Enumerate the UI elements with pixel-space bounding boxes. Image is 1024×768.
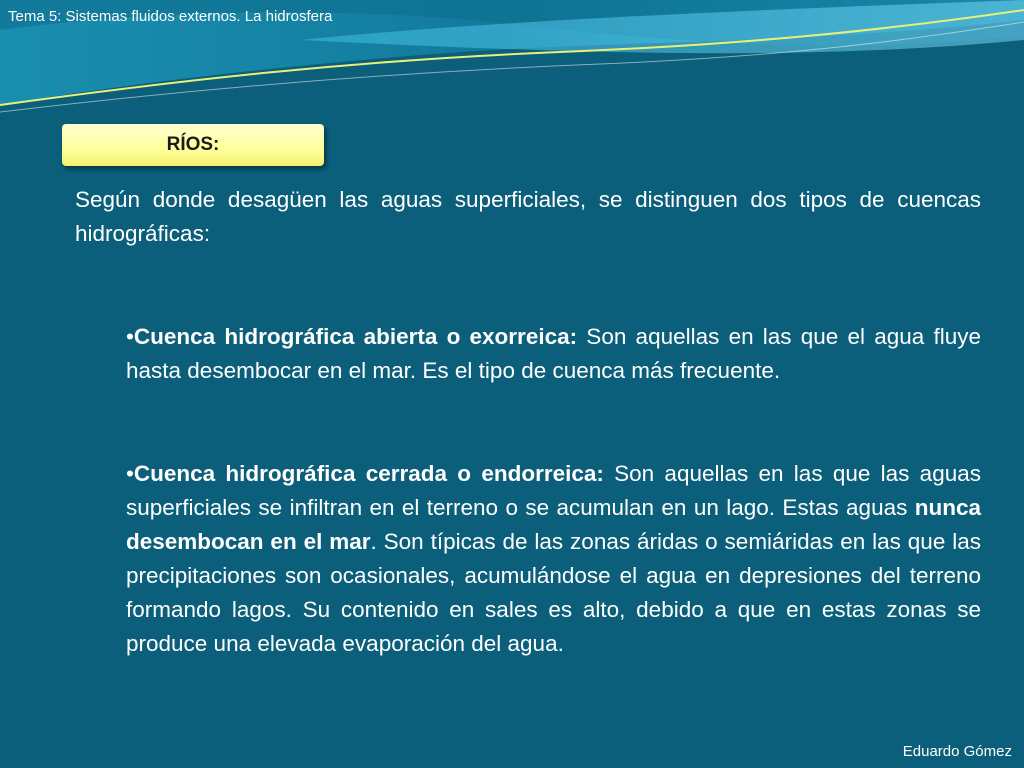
bullet-text-end: . Son típicas de las zonas áridas o semiáridas en las que las precipitaciones son ocasionales, acumulándose el agua en depresiones del terreno formando lagos. Su contenido en sales es alto, debido a que en estas zonas se produce una elevada evaporación del agua. [126, 529, 981, 656]
author-footer: Eduardo Gómez [902, 743, 1012, 760]
bullet-term: Cuenca hidrográfica cerrada o endorreica: [133, 461, 604, 486]
presentation-title: Tema 5: Sistemas fluidos externos. La hidrosfera [8, 8, 333, 25]
bullet-closed-basin [126, 457, 981, 661]
bullet-open-basin [126, 320, 981, 388]
section-tag-label: RÍOS: [166, 134, 220, 155]
bullet-term: Cuenca hidrográfica abierta o exorreica: [133, 324, 578, 349]
intro-paragraph: Según donde desagüen las aguas superficiales, se distinguen dos tipos de cuencas hidrográficas: [75, 187, 981, 246]
bullet-emphasis: nunca desembocan en el mar [126, 495, 981, 554]
bullet-marker: • [126, 324, 134, 349]
bullet-text: Son aquellas en las que el agua fluye hasta desembocar en el mar. Es el tipo de cuenca más frecuente. [126, 324, 982, 383]
bullet-marker: • [126, 461, 134, 486]
section-tag [62, 124, 324, 166]
bullet-text: Son aquellas en las que las aguas superficiales se infiltran en el terreno o se acumulan en un lago. Estas aguas [126, 461, 981, 520]
